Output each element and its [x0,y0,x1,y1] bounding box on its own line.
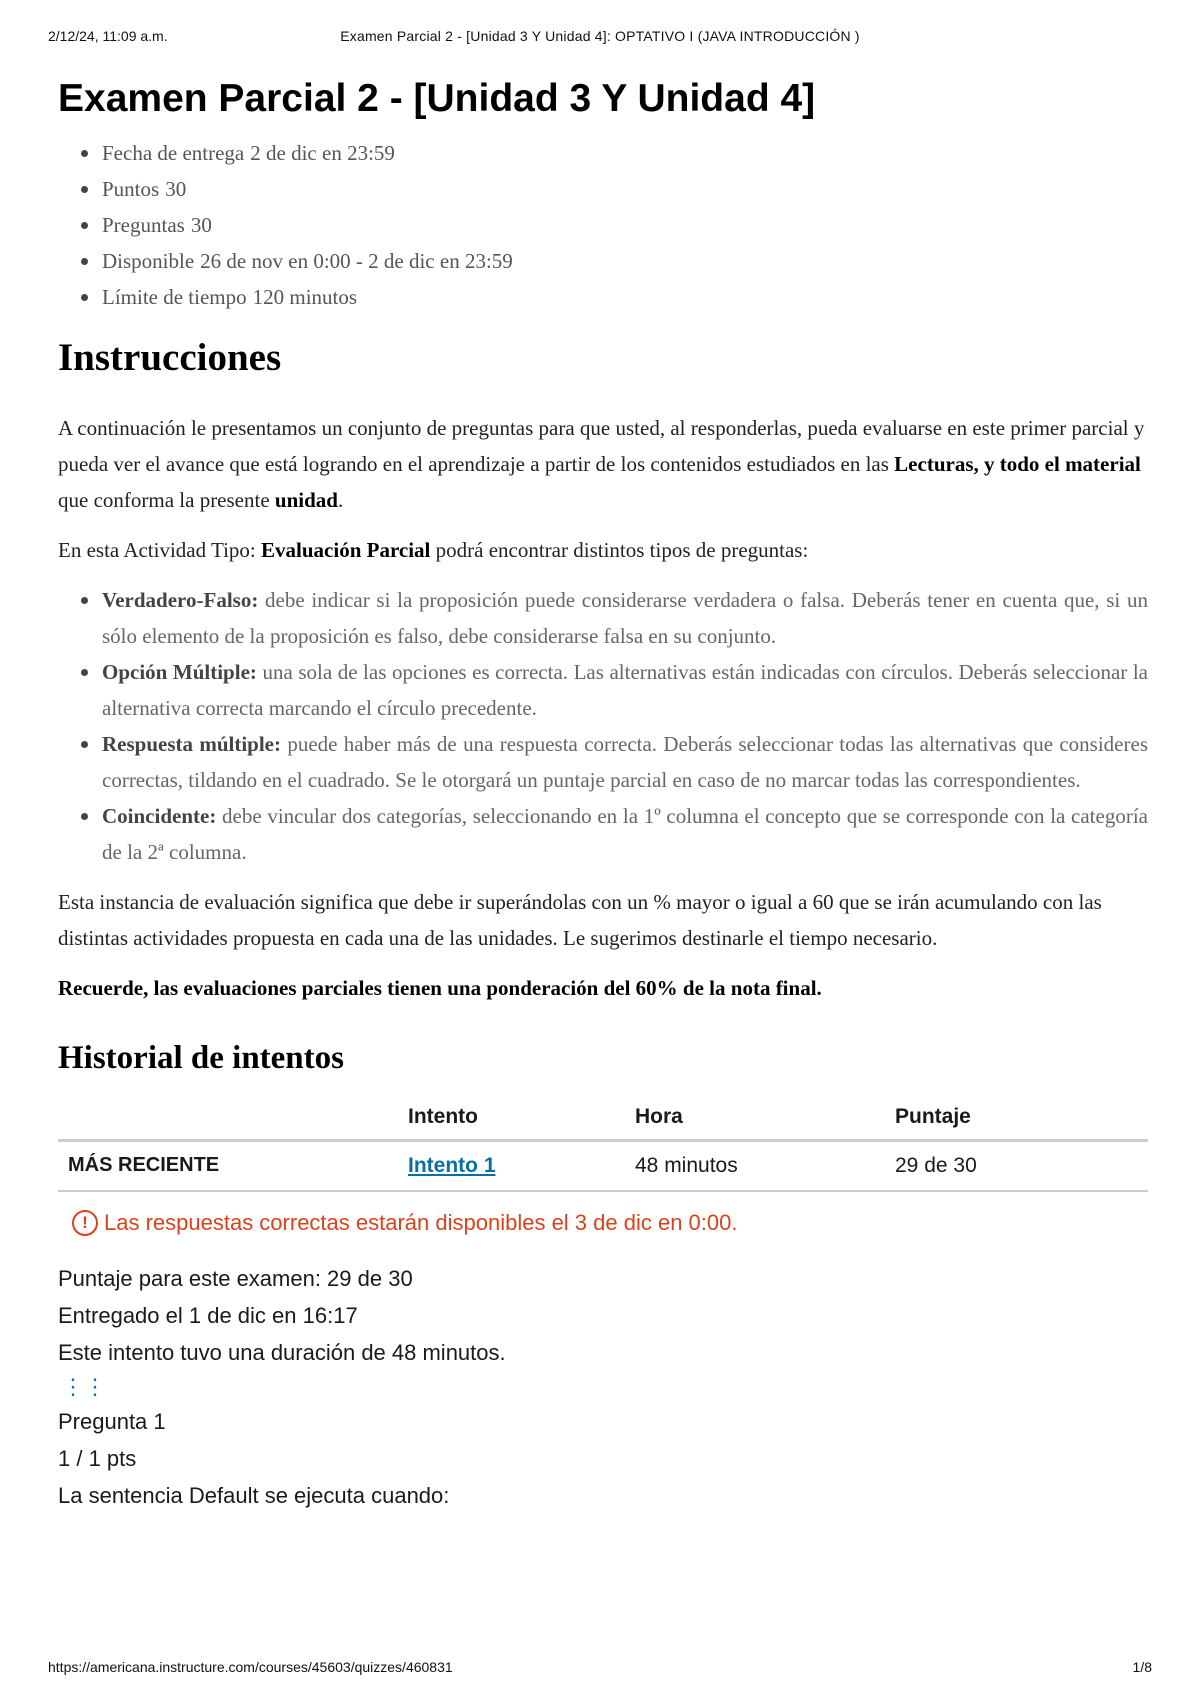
time-cell: 48 minutos [635,1140,895,1191]
quiz-score: Puntaje para este examen: 29 de 30 [58,1265,413,1291]
print-url: https://americana.instructure.com/courses/45603/quizzes/460831 [48,1659,453,1675]
time-limit: Límite de tiempo 120 minutos [102,279,1148,315]
question-type-item: Respuesta múltiple: puede haber más de una respuesta correcta. Deberás seleccionar todas las alternativas que consideres correctas, tildando en el cuadrado. Se le otorgará un puntaje parcial en caso de no marcar todas las correspondientes. [102,726,1148,798]
quiz-details [58,135,1148,315]
column-header: Hora [635,1099,895,1141]
question-points: 1 / 1 pts [58,1445,137,1471]
question-text: La sentencia Default se ejecuta cuando: [58,1482,450,1508]
main-content [58,60,1148,1514]
instructions-intro: A continuación le presentamos un conjunto de preguntas para que usted, al responderlas, pueda evaluarse en este primer parcial y pueda ver el avance que está logrando en el aprendizaje a partir de los contenidos estudiados en las Lecturas, y todo el material que conforma la presente unidad. [58,415,1145,512]
table-header-row [58,1099,1148,1141]
latest-label: MÁS RECIENTE [58,1140,408,1191]
page-number: 1/8 [1132,1659,1152,1675]
question-types [58,582,1148,870]
due-date: Fecha de entrega 2 de dic en 23:59 [102,135,1148,171]
availability: Disponible 26 de nov en 0:00 - 2 de dic en 23:59 [102,243,1148,279]
answers-notice [72,1210,1148,1236]
print-title: Examen Parcial 2 - [Unidad 3 Y Unidad 4]: OPTATIVO I (JAVA INTRODUCCIÓN ) [340,28,860,44]
warning-icon: ! [72,1210,98,1236]
print-datetime: 2/12/24, 11:09 a.m. [48,28,168,44]
activity-type: En esta Actividad Tipo: Evaluación Parcial podrá encontrar distintos tipos de preguntas: [58,537,809,562]
notice-text: Las respuestas correctas estarán disponibles el 3 de dic en 0:00. [104,1209,738,1235]
column-header [58,1099,408,1141]
question-type-item: Coincidente: debe vincular dos categorías, seleccionando en la 1º columna el concepto que se corresponde con la categoría de la 2ª columna. [102,798,1148,870]
questions-count: Preguntas 30 [102,207,1148,243]
attempt-duration: Este intento tuvo una duración de 48 minutos. [58,1339,506,1365]
points: Puntos 30 [102,171,1148,207]
attempt-cell [408,1140,635,1191]
weighting-note: Recuerde, las evaluaciones parciales tienen una ponderación del 60% de la nota final. [58,975,822,1000]
attempt-summary [58,1260,1148,1371]
question-title: Pregunta 1 [58,1408,166,1434]
attempt-link[interactable]: Intento 1 [408,1153,496,1177]
history-heading: Historial de intentos [58,1039,344,1076]
attempts-table [58,1099,1148,1192]
drag-handle-icon[interactable]: ⋮⋮ [62,1373,106,1399]
page-title: Examen Parcial 2 - [Unidad 3 Y Unidad 4] [58,77,816,120]
column-header: Intento [408,1099,635,1141]
submitted-at: Entregado el 1 de dic en 16:17 [58,1302,358,1328]
question-block [58,1371,1148,1514]
score-cell: 29 de 30 [895,1140,1148,1191]
evaluation-note: Esta instancia de evaluación significa que debe ir superándolas con un % mayor o igual a 60 que se irán acumulando con las distintas actividades propuesta en cada una de las unidades. Le sugerimos destinarle el tiempo necesario. [58,889,1102,950]
instructions-heading: Instrucciones [58,335,282,379]
question-type-item: Opción Múltiple: una sola de las opciones es correcta. Las alternativas están indicadas con círculos. Deberás seleccionar la alternativa correcta marcando el círculo precedente. [102,654,1148,726]
table-row [58,1140,1148,1191]
question-type-item: Verdadero-Falso: debe indicar si la proposición puede considerarse verdadera o falsa. Deberás tener en cuenta que, si un sólo elemento de la proposición es falso, debe considerarse falsa en su conjunto. [102,582,1148,654]
column-header: Puntaje [895,1099,1148,1141]
